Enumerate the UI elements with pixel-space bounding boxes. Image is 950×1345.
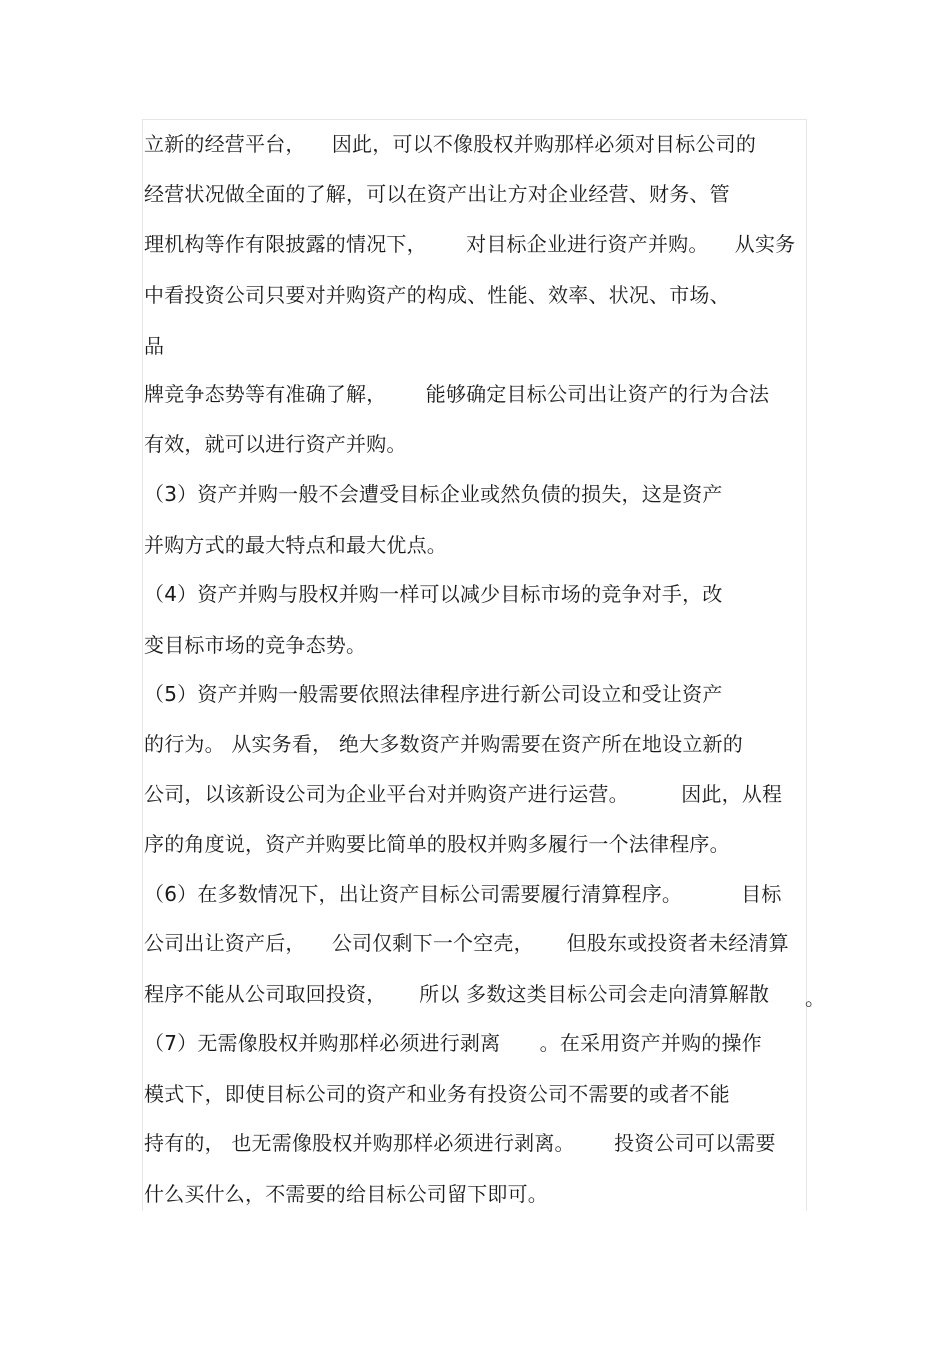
text-line: （7）无需像股权并购那样必须进行剥离 。在采用资产并购的操作	[144, 1031, 762, 1055]
text-line: 模式下，即使目标公司的资产和业务有投资公司不需要的或者不能	[144, 1082, 730, 1106]
text-line: 公司出让资产后， 公司仅剩下一个空壳， 但股东或投资者未经清算	[144, 931, 789, 955]
text-line: 品	[144, 334, 165, 358]
text-line: 序的角度说，资产并购要比简单的股权并购多履行一个法律程序。	[144, 832, 730, 856]
text-line: 并购方式的最大特点和最大优点。	[144, 533, 447, 557]
text-line: （6）在多数情况下，出让资产目标公司需要履行清算程序。 目标	[144, 882, 782, 906]
text-line: 理机构等作有限披露的情况下， 对目标企业进行资产并购。 从实务	[144, 232, 796, 256]
text-line: 的行为。 从实务看， 绝大多数资产并购需要在资产所在地设立新的	[144, 732, 743, 756]
text-line: （4）资产并购与股权并购一样可以减少目标市场的竞争对手，改	[144, 582, 723, 606]
text-line: 什么买什么，不需要的给目标公司留下即可。	[144, 1182, 548, 1206]
text-line: 公司，以该新设公司为企业平台对并购资产进行运营。 因此，从程	[144, 782, 783, 806]
text-line: 持有的， 也无需像股权并购那样必须进行剥离。 投资公司可以需要	[144, 1131, 776, 1155]
text-line: （3）资产并购一般不会遭受目标企业或然负债的损失，这是资产	[144, 482, 723, 506]
text-line: 立新的经营平台， 因此，可以不像股权并购那样必须对目标公司的	[144, 132, 757, 156]
text-line: （5）资产并购一般需要依照法律程序进行新公司设立和受让资产	[144, 682, 723, 706]
text-line: 牌竞争态势等有准确了解， 能够确定目标公司出让资产的行为合法	[144, 382, 770, 406]
text-line: 程序不能从公司取回投资， 所以 多数这类目标公司会走向清算解散	[144, 982, 770, 1006]
text-line: 有效，就可以进行资产并购。	[144, 432, 407, 456]
text-line: 变目标市场的竞争态势。	[144, 633, 367, 657]
trailing-period: 。	[805, 986, 825, 1010]
text-line: 中看投资公司只要对并购资产的构成、性能、效率、状况、市场、	[144, 283, 730, 307]
text-line: 经营状况做全面的了解，可以在资产出让方对企业经营、财务、管	[144, 182, 730, 206]
